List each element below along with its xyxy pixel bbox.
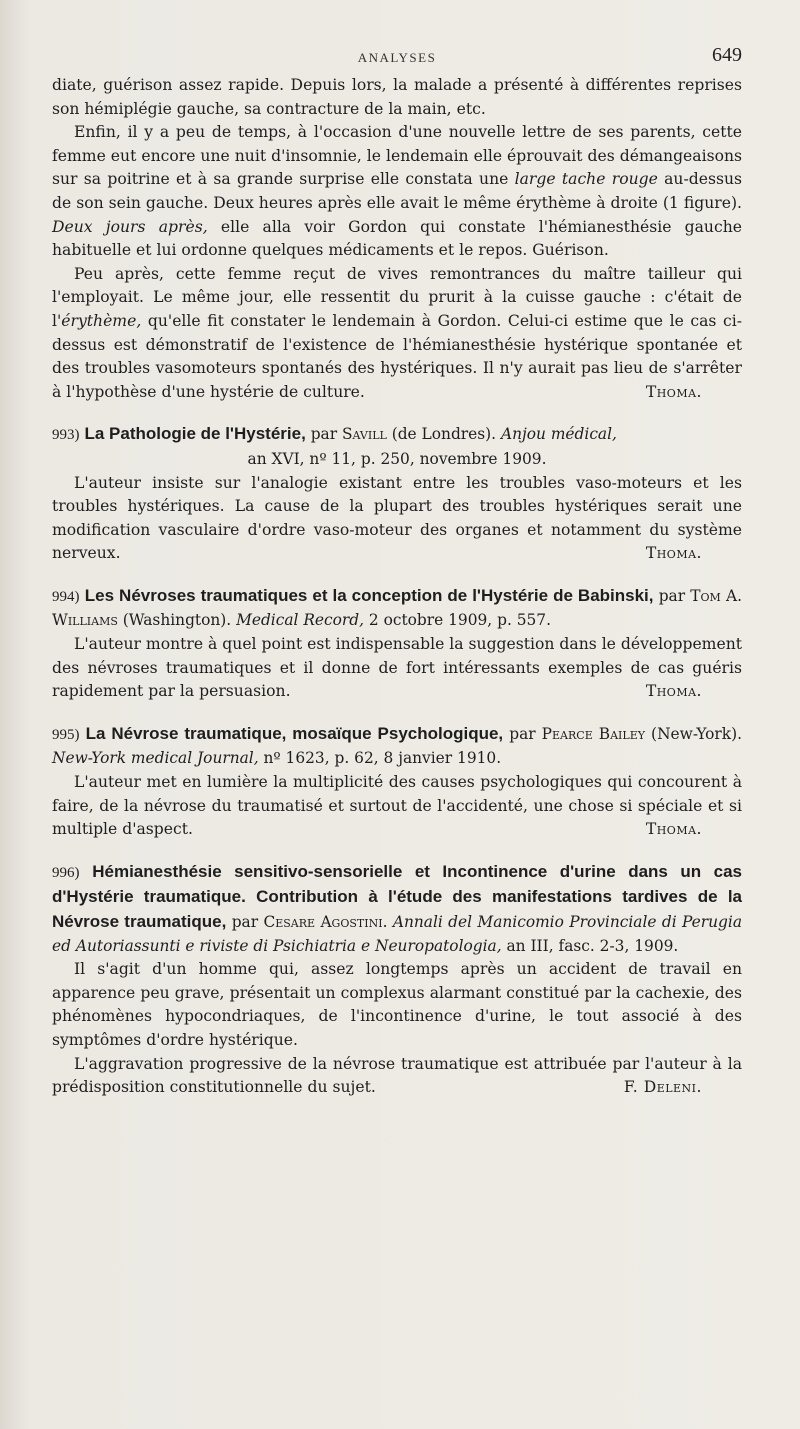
entry-number: 996) <box>52 864 80 881</box>
signature: Thoma. <box>645 682 702 701</box>
entry-title: La Pathologie de l'Hystérie, <box>84 424 306 444</box>
entry-993-heading: 993) La Pathologie de l'Hystérie, par Savill (de Londres). Anjou médical, an XVI, nº 11, p. 250, novembre 1909. <box>52 422 742 471</box>
entry-reference: an XVI, nº 11, p. 250, novembre 1909. <box>247 449 547 468</box>
entry-994-body: L'auteur montre à quel point est indispensable la suggestion dans le développement des névroses traumatiques et il donne de fort intéressants exemples de cas guéris rapidement par la persuasion. <box>52 635 743 701</box>
intro-paragraph-3: Peu après, cette femme reçut de vives remontrances du maître tailleur qui l'employait. Le même jour, elle ressentit du prurit à la cuisse gauche : c'était de l'érythème, qu'elle fit constater le lendemain à Gordon. Celui-ci estime que le cas ci-dessus est démonstratif de l'existence de l'hémianesthésie hystérique spontanée et des troubles vasomoteurs spontanés des hystériques. Il n'y aurait pas lieu de s'arrêter à l'hypothèse d'une hystérie de culture. <box>52 264 742 401</box>
page-number: 649 <box>712 44 742 66</box>
page-header <box>52 44 742 74</box>
entry-995-heading: 995) La Névrose traumatique, mosaïque Psychologique, par Pearce Bailey (New-York). New-York medical Journal, nº 1623, p. 62, 8 janvier 1910. <box>52 723 742 768</box>
entry-reference: nº 1623, p. 62, 8 janvier 1910. <box>258 749 502 768</box>
entry-994-heading: 994) Les Névroses traumatiques et la conception de l'Hystérie de Babinski, par Tom A. Williams (Washington). Medical Record, 2 octobre 1909, p. 557. <box>52 585 742 630</box>
entry-title: Les Névroses traumatiques et la conception de l'Hystérie de Babinski, <box>84 585 654 605</box>
entry-number: 994) <box>52 588 80 605</box>
entry-996-body-2: L'aggravation progressive de la névrose traumatique est attribuée par l'auteur à la prédisposition constitutionnelle du sujet. <box>52 1054 742 1097</box>
entry-995-body: L'auteur met en lumière la multiplicité des causes psychologiques qui concourent à faire, de la névrose du traumatisé et surtout de l'accidenté, une chose si spéciale et si multiple d'aspect. <box>52 773 742 839</box>
signature: Thoma. <box>645 382 702 401</box>
entry-author: Tom A. Williams <box>52 586 742 630</box>
entry-reference: 2 octobre 1909, p. 557. <box>364 611 551 630</box>
entry-author: Savill <box>341 425 387 444</box>
entry-author: Pearce Bailey <box>541 724 645 743</box>
running-head: ANALYSES <box>357 50 437 65</box>
entry-title: La Névrose traumatique, mosaïque Psychologique, <box>85 723 504 743</box>
entry-title: Hémianesthésie sensitivo-sensorielle et Incontinence d'urine dans un cas d'Hystérie traumatique. Contribution à l'étude des manifestations tardives de la Névrose traumatique, <box>52 861 742 931</box>
entry-reference: an III, fasc. 2-3, 1909. <box>501 936 679 955</box>
signature: F. Deleni. <box>623 1078 702 1097</box>
entry-number: 993) <box>52 427 80 444</box>
entry-journal: Anjou médical, <box>500 425 617 444</box>
signature: Thoma. <box>645 820 702 839</box>
entry-996-heading: 996) Hémianesthésie sensitivo-sensorielle et Incontinence d'urine dans un cas d'Hystérie traumatique. Contribution à l'étude des manifestations tardives de la Névrose traumatique, par Cesare Agostini. Annali del Manicomio Provinciale di Perugia ed Autoriassunti e riviste di Psichiatria e Neuropatologia, an III, fasc. 2-3, 1909. <box>52 861 743 955</box>
entry-996-body: Il s'agit d'un homme qui, assez longtemps après un accident de travail en apparence peu grave, présentait un complexus alarmant constitué par la cachexie, des phénomènes hypocondriaques, de l'incontinence d'urine, le tout associé à des symptômes d'ordre hystérique. <box>52 960 742 1049</box>
entry-journal: Annali del Manicomio Provinciale di Perugia ed Autoriassunti e riviste di Psichiatria e Neuropatologia, <box>52 913 743 955</box>
page-content <box>52 74 742 1100</box>
intro-paragraph-2: Enfin, il y a peu de temps, à l'occasion d'une nouvelle lettre de ses parents, cette femme eut encore une nuit d'insomnie, le lendemain elle éprouvait des démangeaisons sur sa poitrine et à sa grande surprise elle constata une large tache rouge au-dessus de son sein gauche. Deux heures après elle avait le même érythème à droite (1 figure). Deux jours après, elle alla voir Gordon qui constate l'hémianesthésie gauche habituelle et lui ordonne quelques médicaments et le repos. Guérison. <box>52 123 743 260</box>
entry-author: Cesare Agostini <box>263 913 383 931</box>
entry-993-body: L'auteur insiste sur l'analogie existant entre les troubles vaso-moteurs et les troubles hystériques. La cause de la plupart des troubles hystériques serait une modification vasculaire d'ordre vaso-moteur des organes et notamment du système nerveux. <box>52 473 742 563</box>
entry-journal: New-York medical Journal, <box>52 749 259 768</box>
entry-number: 995) <box>52 726 80 743</box>
entry-journal: Medical Record, <box>236 611 365 630</box>
signature: Thoma. <box>645 544 702 563</box>
intro-paragraph-1: diate, guérison assez rapide. Depuis lors, la malade a présenté à différentes reprises son hémiplégie gauche, sa contracture de la main, etc. <box>52 76 742 118</box>
